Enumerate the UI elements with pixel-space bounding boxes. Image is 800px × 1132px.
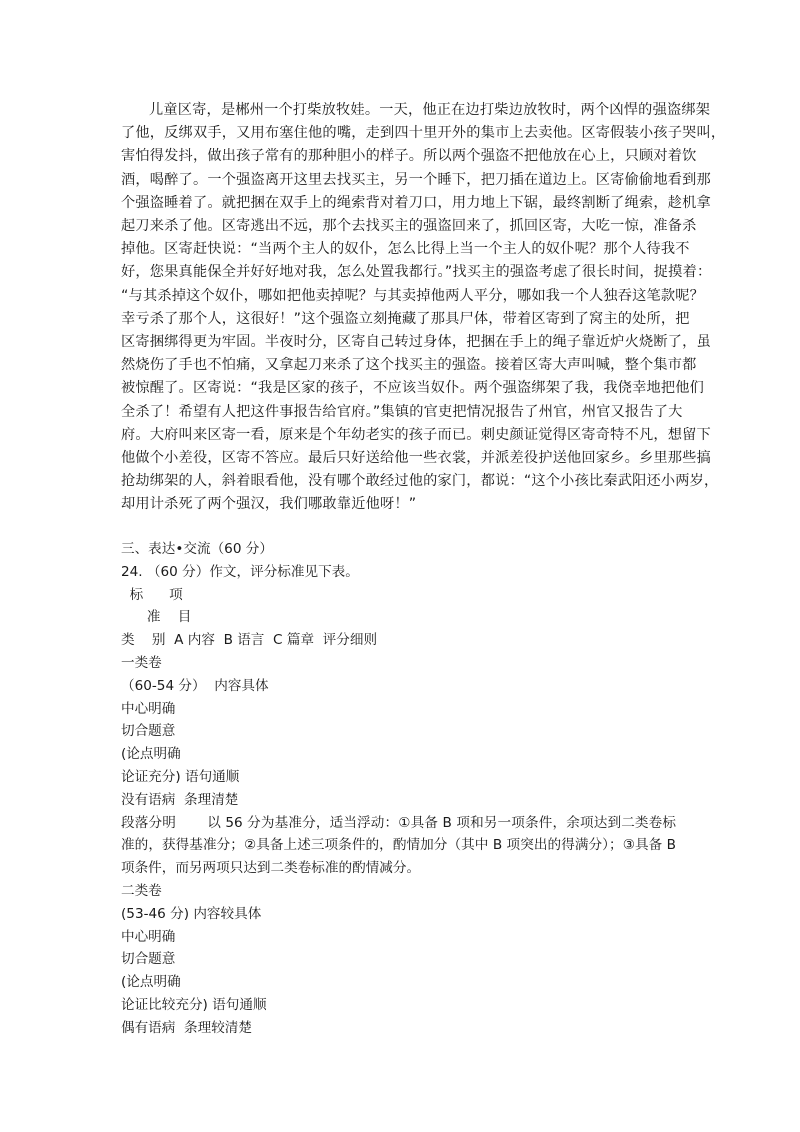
table-header-row: 准 目 xyxy=(121,609,192,626)
story-line: 全杀了！希望有人把这件事报告给官府。”集镇的官吏把情况报告了州官，州官又报告了大 xyxy=(121,403,683,420)
class2-range: (53-46 分) 内容较具体 xyxy=(121,905,262,922)
story-line: 了他，反绑双手，又用布塞住他的嘴，走到四十里开外的集市上去卖他。区寄假装小孩子哭叫， xyxy=(121,125,726,142)
criteria-line: 切合题意 xyxy=(121,723,176,740)
story-line: 起刀来杀了他。区寄逃出不远，那个去找买主的强盗回来了，抓回区寄，大吃一惊，准备杀 xyxy=(121,218,697,235)
section-heading: 三、表达•交流（60 分） xyxy=(121,541,273,557)
story-paragraph xyxy=(121,99,726,517)
class1-label: 一类卷 xyxy=(121,654,162,671)
story-line: 个强盗睡着了。就把捆在双手上的绳索背对着刀口，用力地上下锯，最终割断了绳索，趁机拿 xyxy=(121,194,711,211)
story-line: 他做个小差役，区寄不答应。最后只好送给他一些衣裳，并派差役护送他回家乡。乡里那些搞 xyxy=(121,450,711,467)
scoring-section xyxy=(121,538,691,1040)
criteria-line: 中心明确 xyxy=(121,700,176,717)
criteria-line: (论点明确 xyxy=(121,974,181,991)
criteria-line: 切合题意 xyxy=(121,951,176,968)
story-line: 被惊醒了。区寄说：“我是区家的孩子，不应该当奴仆。两个强盗绑架了我，我侥幸地把他们 xyxy=(121,380,705,397)
criteria-line: 论证充分) 语句通顺 xyxy=(121,768,240,785)
story-line: 儿童区寄，是郴州一个打柴放牧娃。一天，他正在边打柴边放牧时，两个凶悍的强盗绑架 xyxy=(149,102,711,118)
question-24: 24. （60 分）作文，评分标准见下表。 xyxy=(121,563,359,580)
class1-range: （60-54 分） 内容具体 xyxy=(121,677,269,694)
story-line: “与其杀掉这个奴仆，哪如把他卖掉呢？与其卖掉他两人平分，哪如我一个人独吞这笔款呢？ xyxy=(121,287,705,304)
criteria-line: 偶有语病 条理较清楚 xyxy=(121,1019,252,1036)
story-line: 幸亏杀了那个人，这很好！”这个强盗立刻掩藏了那具尸体，带着区寄到了窝主的处所，把 xyxy=(121,310,690,327)
criteria-line: 中心明确 xyxy=(121,928,176,945)
story-line: 害怕得发抖，做出孩子常有的那种胆小的样子。所以两个强盗不把他放在心上，只顾对着饮 xyxy=(121,148,697,165)
story-line: 却用计杀死了两个强汉，我们哪敢靠近他呀！” xyxy=(121,496,417,513)
criteria-line: 论证比较充分) 语句通顺 xyxy=(121,996,267,1013)
story-line: 酒，喝醉了。一个强盗离开这里去找买主，另一个睡下，把刀插在道边上。区寄偷偷地看到那 xyxy=(121,171,711,188)
class2-label: 二类卷 xyxy=(121,882,162,899)
criteria-line: (论点明确 xyxy=(121,746,181,763)
story-line: 然烧伤了手也不怕痛，又拿起刀来杀了这个找买主的强盗。接着区寄大声叫喊，整个集市都 xyxy=(121,357,697,374)
criteria-line: 没有语病 条理清楚 xyxy=(121,791,239,808)
story-line: 好，您果真能保全并好好地对我，怎么处置我都行。”找买主的强盗考虑了很长时间，捉摸着： xyxy=(121,264,712,281)
table-header-row: 类 别 A 内容 B 语言 C 篇章 评分细则 xyxy=(121,632,378,649)
story-line: 区寄捆绑得更为牢固。半夜时分，区寄自己转过身体，把捆在手上的绳子靠近炉火烧断了，虽 xyxy=(121,334,711,351)
story-line: 掉他。区寄赶快说：“当两个主人的奴仆，怎么比得上当一个主人的奴仆呢？那个人待我不 xyxy=(121,241,690,258)
scoring-rule: 段落分明 以 56 分为基准分，适当浮动：①具备 B 项和另一项条件，余项达到二类卷标准的，获得基准分；②具备上述三项条件的，酌情加分（其中 B 项突出的得满分）；③具备 B 项条件，而另两项只达到二类卷标准的酌情减分。 xyxy=(121,814,681,877)
story-line: 府。大府叫来区寄一看，原来是个年幼老实的孩子而已。刺史颜证觉得区寄奇特不凡，想留下 xyxy=(121,426,711,443)
table-header-row: 标 项 xyxy=(121,586,183,603)
story-line: 抢劫绑架的人，斜着眼看他，没有哪个敢经过他的家门，都说：“这个小孩比秦武阳还小两岁， xyxy=(121,473,719,490)
